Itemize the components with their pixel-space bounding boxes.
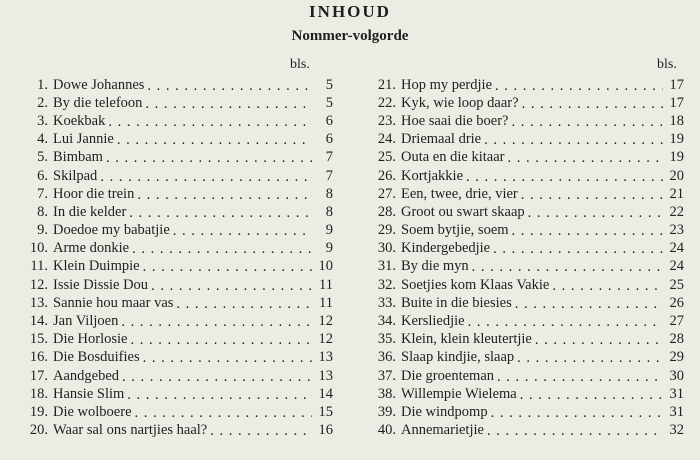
entry-number: 13.: [29, 294, 48, 311]
entry-title: Soetjies kom Klaas Vakie: [401, 276, 550, 293]
entry-number: 17.: [29, 367, 48, 384]
entry-title: Annemarietjie: [401, 422, 484, 439]
entry-number: 5.: [37, 149, 48, 166]
contents-entry: [18, 94, 333, 112]
entry-number: 37.: [377, 367, 396, 384]
entry-number: 15.: [29, 331, 48, 348]
entry-number: 9.: [37, 222, 48, 239]
entry-number: 32.: [377, 276, 396, 293]
entry-title: By die telefoon: [53, 94, 143, 111]
contents-entry: [366, 76, 684, 94]
dot-leader: [151, 278, 312, 295]
entry-page-number: 5: [325, 94, 333, 111]
contents-column-left: [18, 76, 333, 440]
entry-page-number: 8: [325, 203, 333, 220]
entry-page-number: 16: [318, 422, 333, 439]
entry-page-number: 30: [669, 367, 684, 384]
entry-title: Hoor die trein: [53, 185, 135, 202]
entry-number: 28.: [377, 203, 396, 220]
entry-page-number: 17: [669, 94, 684, 111]
entry-title: Arme donkie: [53, 240, 130, 257]
dot-leader: [145, 96, 312, 113]
dot-leader: [497, 369, 663, 386]
entry-title: Die groenteman: [401, 367, 495, 384]
dot-leader: [520, 387, 663, 404]
dot-leader: [491, 405, 663, 422]
entry-title: Willempie Wielema: [401, 385, 517, 402]
contents-entry: [18, 112, 333, 130]
entry-page-number: 19: [669, 131, 684, 148]
entry-page-number: 8: [325, 185, 333, 202]
entry-page-number: 10: [318, 258, 333, 275]
entry-page-number: 31: [669, 385, 684, 402]
entry-number: 29.: [377, 222, 396, 239]
entry-page-number: 5: [325, 76, 333, 93]
dot-leader: [484, 132, 663, 149]
dot-leader: [495, 78, 663, 95]
dot-leader: [132, 241, 312, 258]
entry-number: 19.: [29, 403, 48, 420]
dot-leader: [135, 405, 312, 422]
dot-leader: [127, 387, 312, 404]
entry-title: Outa en die kitaar: [401, 149, 505, 166]
entry-title: Kersliedjie: [401, 313, 465, 330]
entry-title: Klein Duimpie: [53, 258, 140, 275]
entry-page-number: 23: [669, 222, 684, 239]
entry-page-number: 24: [669, 240, 684, 257]
entry-title: Dowe Johannes: [53, 76, 145, 93]
entry-page-number: 27: [669, 313, 684, 330]
contents-entry: [18, 276, 333, 294]
entry-title: Waar sal ons nartjies haal?: [53, 422, 208, 439]
entry-number: 40.: [377, 422, 396, 439]
dot-leader: [129, 205, 312, 222]
entry-page-number: 22: [669, 203, 684, 220]
contents-entry: [366, 294, 684, 312]
entry-number: 35.: [377, 331, 396, 348]
contents-entry: [366, 203, 684, 221]
entry-title: Doedoe my babatjie: [53, 222, 170, 239]
contents-entry: [18, 331, 333, 349]
contents-entry: [366, 367, 684, 385]
contents-entry: [366, 258, 684, 276]
dot-leader: [121, 314, 312, 331]
dot-leader: [487, 423, 663, 440]
entry-title: Driemaal drie: [401, 131, 482, 148]
page-column-label-left: bls.: [290, 57, 310, 72]
entry-page-number: 6: [325, 112, 333, 129]
dot-leader: [108, 114, 312, 131]
contents-entry: [18, 385, 333, 403]
entry-title: In die kelder: [53, 203, 127, 220]
entry-number: 11.: [30, 258, 48, 275]
contents-entry: [18, 258, 333, 276]
dot-leader: [493, 241, 663, 258]
entry-title: Die windpomp: [401, 403, 488, 420]
entry-title: Die Bosduifies: [53, 349, 140, 366]
dot-leader: [468, 314, 663, 331]
entry-title: Koekbak: [53, 112, 106, 129]
entry-title: Lui Jannie: [53, 131, 114, 148]
entry-number: 12.: [29, 276, 48, 293]
entry-number: 21.: [377, 76, 396, 93]
contents-entry: [18, 76, 333, 94]
contents-entry: [18, 349, 333, 367]
entry-title: Soem bytjie, soem: [401, 222, 509, 239]
entry-page-number: 18: [669, 112, 684, 129]
entry-number: 16.: [29, 349, 48, 366]
contents-entry: [366, 385, 684, 403]
contents-entry: [18, 294, 333, 312]
contents-entry: [18, 131, 333, 149]
dot-leader: [466, 169, 663, 186]
entry-page-number: 24: [669, 258, 684, 275]
contents-column-right: [366, 76, 684, 440]
entry-number: 4.: [37, 131, 48, 148]
contents-entry: [366, 312, 684, 330]
entry-title: Kortjakkie: [401, 167, 464, 184]
contents-entry: [366, 112, 684, 130]
entry-number: 24.: [377, 131, 396, 148]
contents-entry: [18, 367, 333, 385]
dot-leader: [515, 296, 663, 313]
entry-page-number: 7: [325, 149, 333, 166]
dot-leader: [122, 369, 312, 386]
entry-title: By die myn: [401, 258, 469, 275]
entry-page-number: 29: [669, 349, 684, 366]
entry-title: Groot ou swart skaap: [401, 203, 525, 220]
contents-entry: [366, 185, 684, 203]
entry-page-number: 20: [669, 167, 684, 184]
entry-page-number: 28: [669, 331, 684, 348]
entry-number: 7.: [37, 185, 48, 202]
contents-entry: [366, 240, 684, 258]
entry-page-number: 17: [669, 76, 684, 93]
contents-entry: [366, 403, 684, 421]
entry-number: 36.: [377, 349, 396, 366]
entry-number: 1.: [37, 76, 48, 93]
entry-page-number: 32: [669, 422, 684, 439]
dot-leader: [106, 150, 312, 167]
entry-number: 3.: [37, 112, 48, 129]
page-column-label-right: bls.: [657, 57, 677, 72]
entry-number: 33.: [377, 294, 396, 311]
entry-title: Klein, klein kleutertjie: [401, 331, 532, 348]
entry-title: Hoe saai die boer?: [401, 112, 509, 129]
entry-title: Jan Viljoen: [53, 313, 119, 330]
contents-entry: [366, 131, 684, 149]
dot-leader: [117, 132, 312, 149]
entry-number: 31.: [377, 258, 396, 275]
contents-entry: [18, 422, 333, 440]
entry-page-number: 19: [669, 149, 684, 166]
dot-leader: [517, 350, 663, 367]
entry-page-number: 14: [318, 385, 333, 402]
contents-entry: [18, 203, 333, 221]
contents-entry: [366, 94, 684, 112]
entry-number: 23.: [377, 112, 396, 129]
entry-number: 20.: [29, 422, 48, 439]
entry-number: 10.: [29, 240, 48, 257]
dot-leader: [472, 259, 663, 276]
entry-number: 14.: [29, 313, 48, 330]
entry-title: Aandgebed: [53, 367, 120, 384]
entry-number: 2.: [37, 94, 48, 111]
entry-number: 26.: [377, 167, 396, 184]
entry-title: Issie Dissie Dou: [53, 276, 149, 293]
contents-entry: [366, 222, 684, 240]
contents-entry: [366, 276, 684, 294]
entry-title: Buite in die biesies: [401, 294, 512, 311]
dot-leader: [137, 187, 312, 204]
contents-entry: [366, 331, 684, 349]
entry-page-number: 21: [669, 185, 684, 202]
entry-title: Kindergebedjie: [401, 240, 491, 257]
contents-entry: [18, 222, 333, 240]
contents-entry: [366, 167, 684, 185]
entry-number: 6.: [37, 167, 48, 184]
dot-leader: [173, 223, 312, 240]
entry-title: Bimbam: [53, 149, 103, 166]
dot-leader: [143, 259, 312, 276]
dot-leader: [100, 169, 312, 186]
entry-number: 39.: [377, 403, 396, 420]
entry-title: Die Horlosie: [53, 331, 128, 348]
entry-number: 27.: [377, 185, 396, 202]
dot-leader: [522, 96, 663, 113]
dot-leader: [535, 332, 663, 349]
dot-leader: [210, 423, 312, 440]
entry-page-number: 25: [669, 276, 684, 293]
entry-number: 22.: [377, 94, 396, 111]
entry-page-number: 12: [318, 331, 333, 348]
entry-number: 34.: [377, 313, 396, 330]
contents-entry: [18, 312, 333, 330]
dot-leader: [552, 278, 663, 295]
contents-entry: [18, 403, 333, 421]
entry-page-number: 9: [325, 240, 333, 257]
entry-number: 8.: [37, 203, 48, 220]
page-title: INHOUD: [309, 2, 391, 21]
entry-title: Hansie Slim: [53, 385, 125, 402]
contents-entry: [18, 240, 333, 258]
contents-entry: [366, 349, 684, 367]
dot-leader: [147, 78, 312, 95]
entry-title: Die wolboere: [53, 403, 132, 420]
entry-title: Skilpad: [53, 167, 98, 184]
entry-number: 30.: [377, 240, 396, 257]
entry-title: Sannie hou maar vas: [53, 294, 174, 311]
entry-page-number: 26: [669, 294, 684, 311]
entry-page-number: 31: [669, 403, 684, 420]
entry-title: Een, twee, drie, vier: [401, 185, 518, 202]
dot-leader: [512, 223, 663, 240]
entry-title: Slaap kindjie, slaap: [401, 349, 515, 366]
entry-title: Hop my perdjie: [401, 76, 493, 93]
entry-page-number: 11: [319, 294, 333, 311]
entry-page-number: 15: [318, 403, 333, 420]
entry-number: 38.: [377, 385, 396, 402]
contents-entry: [18, 149, 333, 167]
dot-leader: [143, 350, 312, 367]
contents-entry: [366, 422, 684, 440]
dot-leader: [131, 332, 313, 349]
entry-title: Kyk, wie loop daar?: [401, 94, 519, 111]
entry-page-number: 12: [318, 313, 333, 330]
dot-leader: [521, 187, 663, 204]
contents-entry: [18, 167, 333, 185]
dot-leader: [528, 205, 663, 222]
dot-leader: [512, 114, 664, 131]
entry-page-number: 7: [325, 167, 333, 184]
contents-entry: [18, 185, 333, 203]
entry-number: 18.: [29, 385, 48, 402]
dot-leader: [176, 296, 312, 313]
dot-leader: [507, 150, 663, 167]
entry-number: 25.: [377, 149, 396, 166]
entry-page-number: 9: [325, 222, 333, 239]
entry-page-number: 13: [318, 349, 333, 366]
entry-page-number: 11: [319, 276, 333, 293]
entry-page-number: 13: [318, 367, 333, 384]
contents-entry: [366, 149, 684, 167]
entry-page-number: 6: [325, 131, 333, 148]
page-subtitle: Nommer-volgorde: [291, 28, 409, 44]
